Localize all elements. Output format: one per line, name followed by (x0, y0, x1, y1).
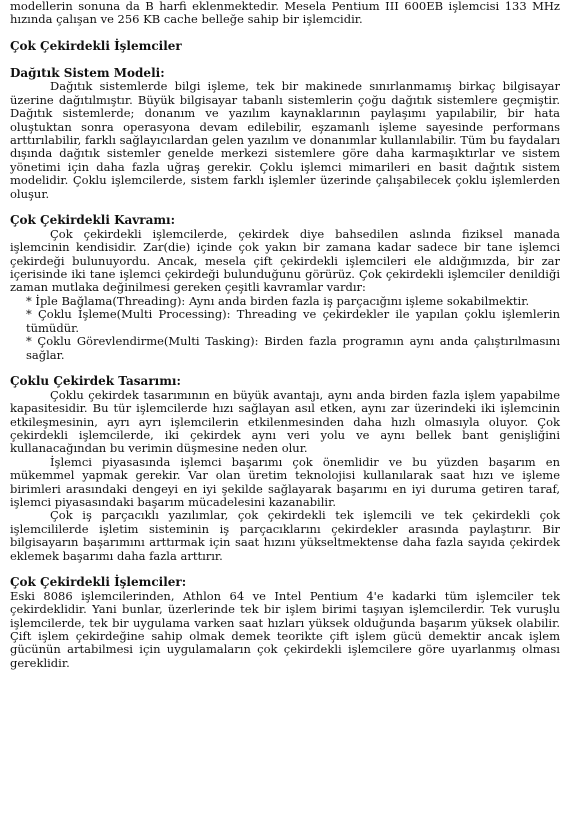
dagitik-paragraph: Dağıtık sistemlerde bilgi işleme, tek bir makinede sınırlanmamış birkaç bilgisayar üzerine dağıtılmıştır. Büyük bilgisayar tabanlı sistemlerin çoğu dağıtık sistemlere geçmiştir. Dağıtık sistemlerde; donanım ve yazılım kaynaklarının paylaşımı yapılabilir, bir hata oluştuktan sonra operasyona devam edilebilir, eşzamanlı işleme sayesinde performans arttırılabilir, farklı sağlayıcılardan gelen yazılım ve donanımlar kullanılabilir. Tüm bu faydaları dışında dağıtık sistemler genelde merkezi sistemlere göre daha karmaşıktırlar ve sistem yönetimi için daha fazla uğraş gerekir. Çoklu işlemci mimarileri en basit dağıtık sistem modelidir. Çoklu işlemcilerde, sistem farklı işlemler üzerinde çalışabilecek çoklu işlemlerden oluşur. (10, 79, 560, 201)
islemciler-paragraph: Eski 8086 işlemcilerinden, Athlon 64 ve Intel Pentium 4'e kadarki tüm işlemciler tek çekirdeklidir. Yani bunlar, üzerlerinde tek bir işlem birimi taşıyan işlemcilerdir. Tek vuruşlu işlemcilerde, tek bir uygulama varken saat hızları yüksek olduğunda başarım yüksek olabilir. Çift işlem çekirdeğine sahip olmak demek teorikte çift işlem gücü demektir ancak işlem gücünün artabilmesi için uygulamaların çok çekirdekli işlemcilere göre uyarlanmış olması gereklidir. (10, 588, 560, 670)
bullet-multi-processing: * Çoklu İşleme(Multi Processing): Threading ve çekirdekler ile yapılan çoklu işlemlerin tümüdür. (26, 307, 560, 335)
islemciler-heading: Çok Çekirdekli İşlemciler: (10, 575, 187, 590)
intro-paragraph: modellerin sonuna da B harfi eklenmektedir. Mesela Pentium III 600EB işlemcisi 133 MHz hızında çalışan ve 256 KB cache belleğe sahip bir işlemcidir. (10, 0, 560, 27)
spacer (10, 362, 560, 375)
bullet-threading: * İple Bağlama(Threading): Aynı anda birden fazla iş parçacığını işleme sokabilmektir. (26, 293, 530, 308)
bullet-multi-tasking: * Çoklu Görevlendirme(Multi Tasking): Birden fazla programın aynı anda çalıştırılmasını sağlar. (26, 334, 560, 362)
main-section-heading: Çok Çekirdekli İşlemciler (10, 39, 182, 54)
tasarim-paragraph-2: İşlemci piyasasında işlemci başarımı çok önemlidir ve bu yüzden başarım en mükemmel yapmak gerekir. Var olan üretim teknolojisi kullanılarak saat hızı ve işleme birimleri arasındaki dengeyi en iyi şekilde sağlayarak başarımı en iyi duruma getiren taraf, işlemci piyasasındaki başarım mücadelesini kazanabilir. (10, 454, 560, 509)
kavram-heading: Çok Çekirdekli Kavramı: (10, 213, 176, 228)
kavram-paragraph: Çok çekirdekli işlemcilerde, çekirdek diye bahsedilen aslında fiziksel manada işlemcinin kendisidir. Zar(die) içinde çok yakın bir zamana kadar sadece bir tane işlemci çekirdeği bulunuyordu. Ancak, mesela çift çekirdekli işlemcileri ele aldığımızda, bir zar içerisinde iki tane işlemci çekirdeği bulunduğunu görürüz. Çok çekirdekli işlemciler denildiği zaman mutlaka değinilmesi gereken çeşitli kavramlar vardır: (10, 226, 560, 295)
spacer (10, 201, 560, 214)
tasarim-paragraph-3: Çok iş parçacıklı yazılımlar, çok çekirdekli tek işlemcili ve tek çekirdekli çok işlemcililerde işletim sisteminin iş parçacıklarını çekirdekler arasında paylaştırır. Bir bilgisayarın başarımını arttırmak için saat hızını yükseltmektense daha fazla sayıda çekirdek eklemek başarımı daha fazla arttırır. (10, 508, 560, 563)
tasarim-paragraph-1: Çoklu çekirdek tasarımının en büyük avantajı, aynı anda birden fazla işlem yapabilme kapasitesidir. Bu tür işlemcilerde hızı sağlayan asıl etken, aynı zar üzerindeki iki işlemcinin etkileşmesinin, ayrı ayrı işlemcilerin etkilenmesinden daha hızlı olmasıyla oluyor. Çok çekirdekli işlemcilerde, iki çekirdek aynı veri yolu ve aynı bellek bant genişliğini kullanacağından bu verimin düşmesine neden olur. (10, 387, 560, 456)
spacer (10, 54, 560, 67)
dagitik-heading: Dağıtık Sistem Modeli: (10, 66, 165, 80)
tasarim-heading: Çoklu Çekirdek Tasarımı: (10, 374, 181, 389)
